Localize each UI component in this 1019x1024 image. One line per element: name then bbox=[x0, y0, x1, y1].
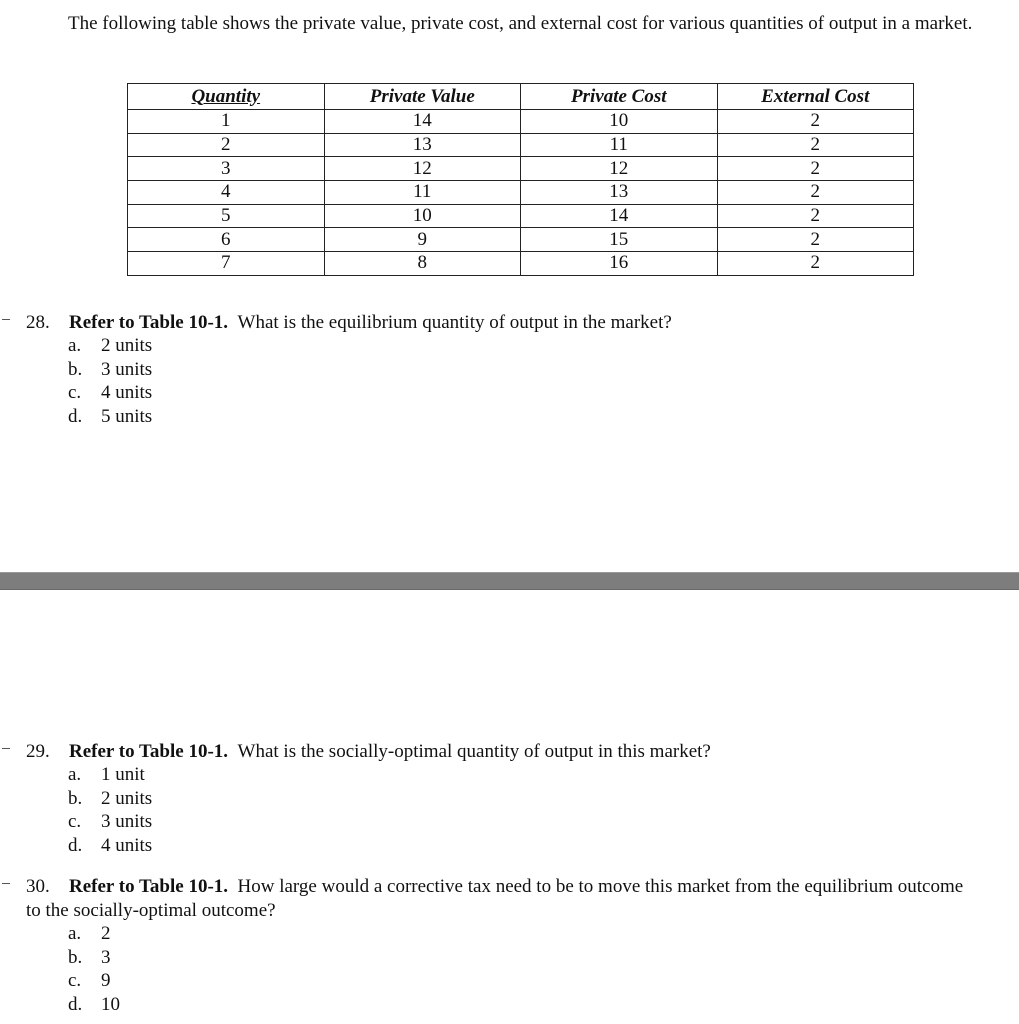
option-letter: d. bbox=[68, 834, 83, 856]
cell-external-cost: 2 bbox=[717, 228, 914, 252]
cell-private-value: 10 bbox=[324, 204, 521, 228]
question-reference: Refer to Table 10-1. bbox=[69, 312, 229, 333]
table-row bbox=[128, 110, 914, 134]
option-letter: b. bbox=[68, 787, 83, 809]
cell-private-cost: 12 bbox=[521, 157, 718, 181]
cell-private-cost: 15 bbox=[521, 228, 718, 252]
option-a[interactable] bbox=[68, 763, 152, 787]
question-stem bbox=[26, 740, 976, 764]
margin-mark bbox=[2, 319, 10, 320]
cell-private-value: 14 bbox=[324, 110, 521, 134]
option-letter: c. bbox=[68, 811, 82, 832]
option-text: 5 units bbox=[101, 405, 153, 427]
cell-private-cost: 14 bbox=[521, 204, 718, 228]
option-c[interactable] bbox=[68, 810, 152, 834]
cell-private-cost: 16 bbox=[521, 252, 718, 276]
option-letter: d. bbox=[68, 993, 83, 1015]
cell-private-cost: 10 bbox=[521, 110, 718, 134]
option-letter: c. bbox=[68, 382, 82, 403]
cell-quantity: 5 bbox=[128, 204, 325, 228]
option-b[interactable] bbox=[68, 787, 152, 811]
cell-quantity: 2 bbox=[128, 133, 325, 157]
option-d[interactable] bbox=[68, 834, 152, 858]
question-stem bbox=[26, 875, 976, 923]
question-text: What is the socially-optimal quantity of output in this market? bbox=[237, 741, 711, 762]
option-c[interactable] bbox=[68, 969, 120, 993]
cell-quantity: 6 bbox=[128, 228, 325, 252]
margin-mark bbox=[2, 883, 10, 884]
cell-external-cost: 2 bbox=[717, 110, 914, 134]
cell-private-value: 11 bbox=[324, 181, 521, 205]
cell-external-cost: 2 bbox=[717, 181, 914, 205]
option-text: 2 bbox=[101, 923, 111, 944]
option-d[interactable] bbox=[68, 405, 152, 429]
option-text: 2 units bbox=[101, 787, 153, 809]
cell-private-value: 13 bbox=[324, 133, 521, 157]
header-quantity: Quantity bbox=[128, 84, 325, 110]
option-text: 9 bbox=[101, 970, 111, 991]
cell-private-value: 8 bbox=[324, 252, 521, 276]
options-29 bbox=[68, 763, 152, 857]
option-letter: a. bbox=[68, 764, 82, 785]
cell-external-cost: 2 bbox=[717, 252, 914, 276]
header-external-cost: External Cost bbox=[717, 84, 914, 110]
cell-private-value: 12 bbox=[324, 157, 521, 181]
question-text: How large would a corrective tax need to be to move this market from the equilibrium outcome to the socially-optimal outcome? bbox=[26, 876, 964, 921]
question-text: What is the equilibrium quantity of output in the market? bbox=[237, 312, 672, 333]
cell-private-value: 9 bbox=[324, 228, 521, 252]
cell-quantity: 3 bbox=[128, 157, 325, 181]
question-reference: Refer to Table 10-1. bbox=[69, 741, 229, 762]
cell-private-cost: 13 bbox=[521, 181, 718, 205]
option-text: 3 units bbox=[101, 358, 153, 380]
option-letter: c. bbox=[68, 970, 82, 991]
question-number: 29. bbox=[26, 741, 50, 762]
table-row bbox=[128, 157, 914, 181]
data-table bbox=[127, 83, 914, 276]
question-reference: Refer to Table 10-1. bbox=[69, 876, 229, 897]
option-text: 4 units bbox=[101, 382, 153, 403]
cell-private-cost: 11 bbox=[521, 133, 718, 157]
option-letter: d. bbox=[68, 405, 83, 427]
table-row bbox=[128, 181, 914, 205]
option-b[interactable] bbox=[68, 946, 120, 970]
option-text: 10 bbox=[101, 993, 120, 1015]
option-a[interactable] bbox=[68, 334, 152, 358]
table-row bbox=[128, 228, 914, 252]
table-row bbox=[128, 133, 914, 157]
option-text: 4 units bbox=[101, 834, 153, 856]
option-c[interactable] bbox=[68, 381, 152, 405]
cell-external-cost: 2 bbox=[717, 157, 914, 181]
option-text: 1 unit bbox=[101, 764, 145, 785]
options-28 bbox=[68, 334, 152, 428]
cell-external-cost: 2 bbox=[717, 133, 914, 157]
option-text: 3 bbox=[101, 946, 111, 968]
cell-quantity: 4 bbox=[128, 181, 325, 205]
header-private-cost: Private Cost bbox=[521, 84, 718, 110]
option-text: 3 units bbox=[101, 811, 153, 832]
option-d[interactable] bbox=[68, 993, 120, 1017]
cell-quantity: 1 bbox=[128, 110, 325, 134]
option-b[interactable] bbox=[68, 358, 152, 382]
header-private-value: Private Value bbox=[324, 84, 521, 110]
table-header-row bbox=[128, 84, 914, 110]
question-number: 30. bbox=[26, 876, 50, 897]
question-stem bbox=[26, 311, 976, 335]
options-30 bbox=[68, 922, 120, 1016]
option-text: 2 units bbox=[101, 335, 153, 356]
intro-text: The following table shows the private value, private cost, and external cost for various quantities of output in a market. bbox=[68, 13, 973, 34]
option-letter: b. bbox=[68, 358, 83, 380]
margin-mark bbox=[2, 748, 10, 749]
option-letter: a. bbox=[68, 923, 82, 944]
option-a[interactable] bbox=[68, 922, 120, 946]
cell-external-cost: 2 bbox=[717, 204, 914, 228]
page-divider bbox=[0, 572, 1019, 590]
table-row bbox=[128, 252, 914, 276]
cell-quantity: 7 bbox=[128, 252, 325, 276]
question-number: 28. bbox=[26, 312, 50, 333]
option-letter: a. bbox=[68, 335, 82, 356]
table-row bbox=[128, 204, 914, 228]
option-letter: b. bbox=[68, 946, 83, 968]
